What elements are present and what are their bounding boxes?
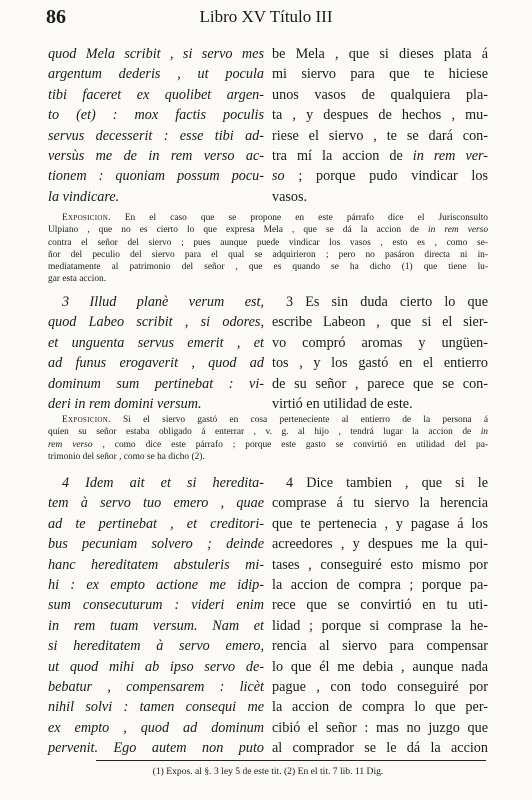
spanish-line: comprase á tu siervo la herencia [272, 495, 488, 512]
italic-run: in rem ver- [412, 148, 489, 165]
spanish-line: lo que él me debia , aunque nada [272, 658, 488, 675]
expo-line [48, 439, 488, 451]
italic-run: in [480, 427, 488, 438]
spanish-line: escribe Labeon , que si el sier- [272, 314, 488, 331]
spanish-line: tases , conseguiré esto mismo por [272, 556, 488, 573]
spanish-line: de su señor , parece que se con- [272, 375, 488, 392]
spanish-column [272, 44, 488, 207]
spanish-line: be Mela , que si dieses plata á [272, 46, 488, 62]
latin-line: 4 Idem ait et si heredita- [62, 475, 264, 491]
footnote: (1) Expos. al §. 3 ley 5 de este tit. (2) En el tit. 7 lib. 11 Dig. [152, 766, 384, 777]
latin-line: bebatur , compensarem : licèt [48, 679, 264, 696]
italic-run: so [272, 168, 285, 185]
spanish-line: cibió el señor : mas no juzgo que [272, 719, 488, 736]
spanish-line: tos , y los gastó en el entierro [272, 355, 488, 372]
text-run: Si el siervo gastó en cosa perteneciente al entierro de la persona á [123, 415, 489, 425]
spanish-line: 4 Dice tambien , que si le [286, 475, 488, 491]
latin-line: ut quod mihi ab ipso servo de- [48, 658, 264, 675]
text-run: tra mí la accion de [272, 148, 403, 165]
latin-line: et unguenta servus emerit , et [48, 334, 264, 351]
text-run: En el caso que se propone en este párrafo dice el Jurisconsulto [124, 213, 488, 223]
expo-line: gar esta accion. [48, 274, 107, 285]
expo-line: trimonio del señor , como se ha dicho (2). [48, 451, 205, 462]
spanish-line: al comprador se le dá la accion [272, 740, 488, 757]
spanish-line [272, 146, 488, 166]
latin-line: si hereditatem à servo emero, [48, 638, 264, 655]
spanish-line: acreedores , y despues me la qui- [272, 536, 488, 553]
expo-line [48, 212, 488, 224]
spanish-line: rencia al siervo para compensar [272, 638, 488, 655]
latin-column [48, 44, 264, 207]
spanish-line: unos vasos de qualquiera pla- [272, 86, 488, 103]
latin-line: bus pecuniam solvero ; deinde [48, 536, 264, 553]
text-run: quien su señor estaba obligado á enterrar , v. g. al hijo , tendrá lugar la accion de [48, 427, 472, 438]
latin-line: ex empto , quod ad dominum [48, 719, 264, 736]
italic-run: rem verso [48, 439, 93, 450]
page-header [28, 6, 504, 28]
latin-line: quod Mela scribit , si servo mes [48, 46, 264, 62]
latin-line: sum consecuturum : videri enim [48, 597, 264, 614]
spanish-line: que te pertenecia , y pagase á los [272, 515, 488, 532]
latin-line: tem à servo tuo emero , quae [48, 495, 264, 512]
latin-column [48, 292, 264, 414]
latin-line: pervenit. Ego autem non puto [48, 740, 264, 757]
latin-line: tionem : quoniam possum pocu- [48, 168, 264, 185]
expo-line: ñor del peculio del siervo para el qual se adquirieron ; pero no pasáron directa ni in- [48, 249, 488, 260]
spanish-line: mi siervo para que te hiciese [272, 66, 488, 83]
page-number: 86 [46, 6, 66, 28]
expo-line [48, 414, 488, 426]
latin-line: la vindicare. [48, 188, 120, 205]
latin-line: deri in rem domini versum. [48, 396, 202, 413]
text-run: ; porque pudo vindicar los [284, 168, 488, 185]
expo-line: contra el señor del siervo ; pues aunque puede vindicar los vasos , esto es , como se- [48, 237, 488, 248]
spanish-column [272, 473, 488, 759]
spanish-line: pague , con todo conseguiré por [272, 679, 488, 696]
spanish-line [272, 166, 488, 186]
spanish-line: la accion de compra lo que per- [272, 699, 488, 716]
latin-line: versùs me de in rem verso ac- [48, 148, 264, 165]
spanish-line: vo compró aromas y ungüen- [272, 334, 488, 351]
text-run: , como dice este párrafo ; porque este gasto se convirtió en utilidad del pa- [92, 439, 489, 450]
expo-line [48, 426, 488, 438]
latin-line: 3 Illud planè verum est, [62, 294, 264, 310]
latin-line: quod Labeo scribit , si odores, [48, 314, 264, 331]
latin-line: hi : ex empto actione me idip- [48, 577, 264, 594]
footnote-divider [96, 760, 486, 761]
latin-line: servus decesserit : esse tibi ad- [48, 127, 264, 144]
latin-line: to (et) : mox factis poculis [48, 107, 264, 124]
spanish-column [272, 292, 488, 414]
spanish-line: lidad ; porque si comprase la he- [272, 617, 488, 634]
text-run: Ulpiano , que no es cierto lo que expresa Mela , que se dá la accion de [48, 225, 419, 236]
running-head: Libro XV Título III [199, 7, 333, 26]
spanish-line: la accion de compra ; porque pa- [272, 577, 488, 594]
latin-line: dominum sum pertinebat : vi- [48, 375, 264, 392]
exposicion-2 [48, 414, 488, 463]
spanish-line: rece que se convirtió en tu uti- [272, 597, 488, 614]
expo-line: mediatamente al patrimonio del señor , que es quando se ha dicho (1) que tiene lu- [48, 262, 488, 273]
spanish-line: ta , y despues de hechos , mu- [272, 107, 488, 124]
exposicion-1 [48, 212, 488, 286]
latin-line: in rem tuam versum. Nam et [48, 617, 264, 634]
latin-line: ad te pertinebat , et creditori- [48, 515, 264, 532]
latin-line: ad funus erogaverit , quod ad [48, 355, 264, 372]
expo-label: Exposicion. [62, 415, 111, 425]
latin-line: hanc hereditatem abstuleris mi- [48, 556, 264, 573]
spanish-line: riese el siervo , te se dará con- [272, 127, 488, 144]
spanish-line: 3 Es sin duda cierto lo que [286, 294, 488, 310]
spanish-line: vasos. [272, 188, 308, 205]
expo-label: Exposicion. [62, 213, 111, 223]
italic-run: in rem verso [428, 225, 489, 236]
latin-line: tibi faceret ex quolibet argen- [48, 86, 264, 103]
latin-line: nihil solvi : tamen consequi me [48, 699, 264, 716]
latin-line: argentum dederis , ut pocula [48, 66, 264, 83]
latin-column [48, 473, 264, 759]
expo-line [48, 224, 488, 236]
spanish-line: virtió en utilidad de este. [272, 396, 413, 413]
